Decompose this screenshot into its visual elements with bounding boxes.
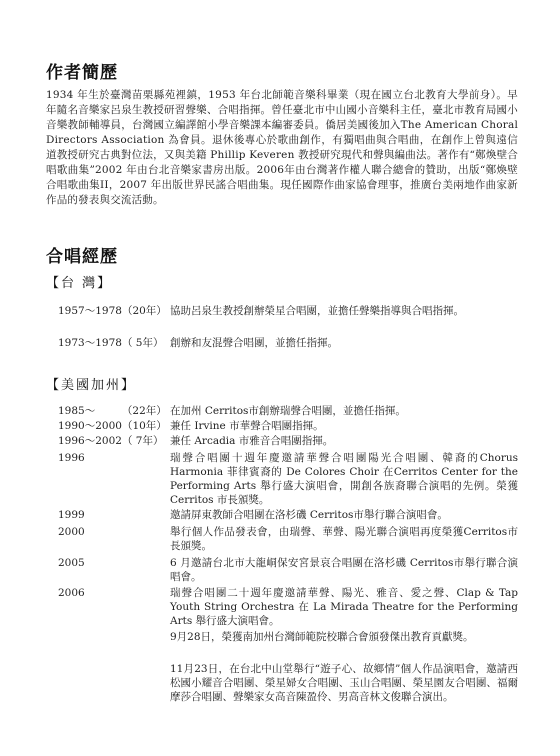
bio-text: 1934 年生於臺灣苗栗縣苑裡鎮，1953 年台北師範音樂科畢業（現在國立台北教育大學前身）。早年隨名音樂家呂泉生教授研習聲樂、合唱指揮。曾任臺北市中山國小音樂科主任，臺北市教育局國小音樂教師輔導員，台灣國立編譯館小學音樂課本編審委員。僑居美國後加入The American Choral Directors Association 為會員。退休後專心於歌曲創作，有獨唱曲與合唱曲，在創作上曾與遠信道教授研究古典對位法，又與美籍 Phillip Keveren 教授研究現代和聲與編曲法。著作有“鄭煥壁合唱歌曲集”2002 年由台北音樂家書房出版。2006年由台灣著作權人聯合總會的贊助，出版“鄭煥壁合唱歌曲集II，2007 年出版世界民謠合唱曲集。現任國際作曲家協會理事，推廣台美兩地作曲家新作品的發表與交流活動。 [46,89,518,206]
row-year: 1985～ （22年） [58,405,167,417]
row-year: 1999 [58,509,85,521]
row-year: 1996～2002（ 7年） [58,435,164,447]
row-year: 2006 [58,587,85,599]
author-bio-paragraph [46,88,518,208]
usa-heading: 【美國加州】 [46,378,137,393]
row-description: 6 月邀請台北市大龍峒保安宮景哀合唱團在洛杉磯 Cerritos市舉行聯合演唱會。 [170,557,518,583]
row-description: 9月28日，榮獲南加州台灣師範院校聯合會頒發傑出教育貢獻獎。 [170,631,474,643]
row-description: 瑞聲合唱團十週年慶邀請華聲合唱團陽光合唱團、韓裔的Chorus Harmonia 菲律賓裔的 De Colores Choir 在Cerritos Center for the Performing Arts 舉行盛大演唱會，開創各族裔聯合演唱的先例。榮獲 Cerritos 市長頒獎。 [170,452,518,506]
row-description: 兼任 Arcadia 市雅音合唱團指揮。 [170,435,334,447]
row-year: 2000 [58,526,85,538]
row-description: 瑞聲合唱團二十週年慶邀請華聲、陽光、雅音、愛之聲、Clap & Tap Youth String Orchestra 在 La Mirada Theatre for the Performing Arts 舉行盛大演唱會。 [170,587,518,627]
row-year: 1973～1978（ 5年） [58,337,164,349]
row-year: 1996 [58,452,85,464]
row-description: 協助呂泉生教授創辦榮星合唱團，並擔任聲樂指導與合唱指揮。 [170,305,464,317]
row-description: 舉行個人作品發表會，由瑞聲、華聲、陽光聯合演唱再度榮獲Cerritos市長頒獎。 [170,526,518,552]
row-year: 2005 [58,557,85,569]
row-description: 創辦和友混聲合唱團，並擔任指揮。 [170,337,338,349]
choir-history-heading: 合唱經歷 [46,247,118,267]
author-bio-heading: 作者簡歷 [46,63,118,83]
row-description: 兼任 Irvine 市華聲合唱團指揮。 [170,420,324,432]
row-year: 1957～1978（20年） [58,305,167,317]
row-description: 11月23日，在台北中山堂舉行“遊子心、故鄉情”個人作品演唱會，邀請西松國小耀音合唱團、榮星婦女合唱團、玉山合唱團、榮星園友合唱團、福爾摩莎合唱團、聲樂家女高音陳盈伶、男高音林文俊聯合演出。 [170,663,518,703]
row-description: 在加州 Cerritos市創辦瑞聲合唱團，並擔任指揮。 [170,405,406,417]
row-description: 邀請屏東教師合唱團在洛杉磯 Cerritos市舉行聯合演唱會。 [170,509,448,521]
taiwan-heading: 【台 灣】 [46,276,113,291]
row-year: 1990～2000（10年） [58,420,167,432]
